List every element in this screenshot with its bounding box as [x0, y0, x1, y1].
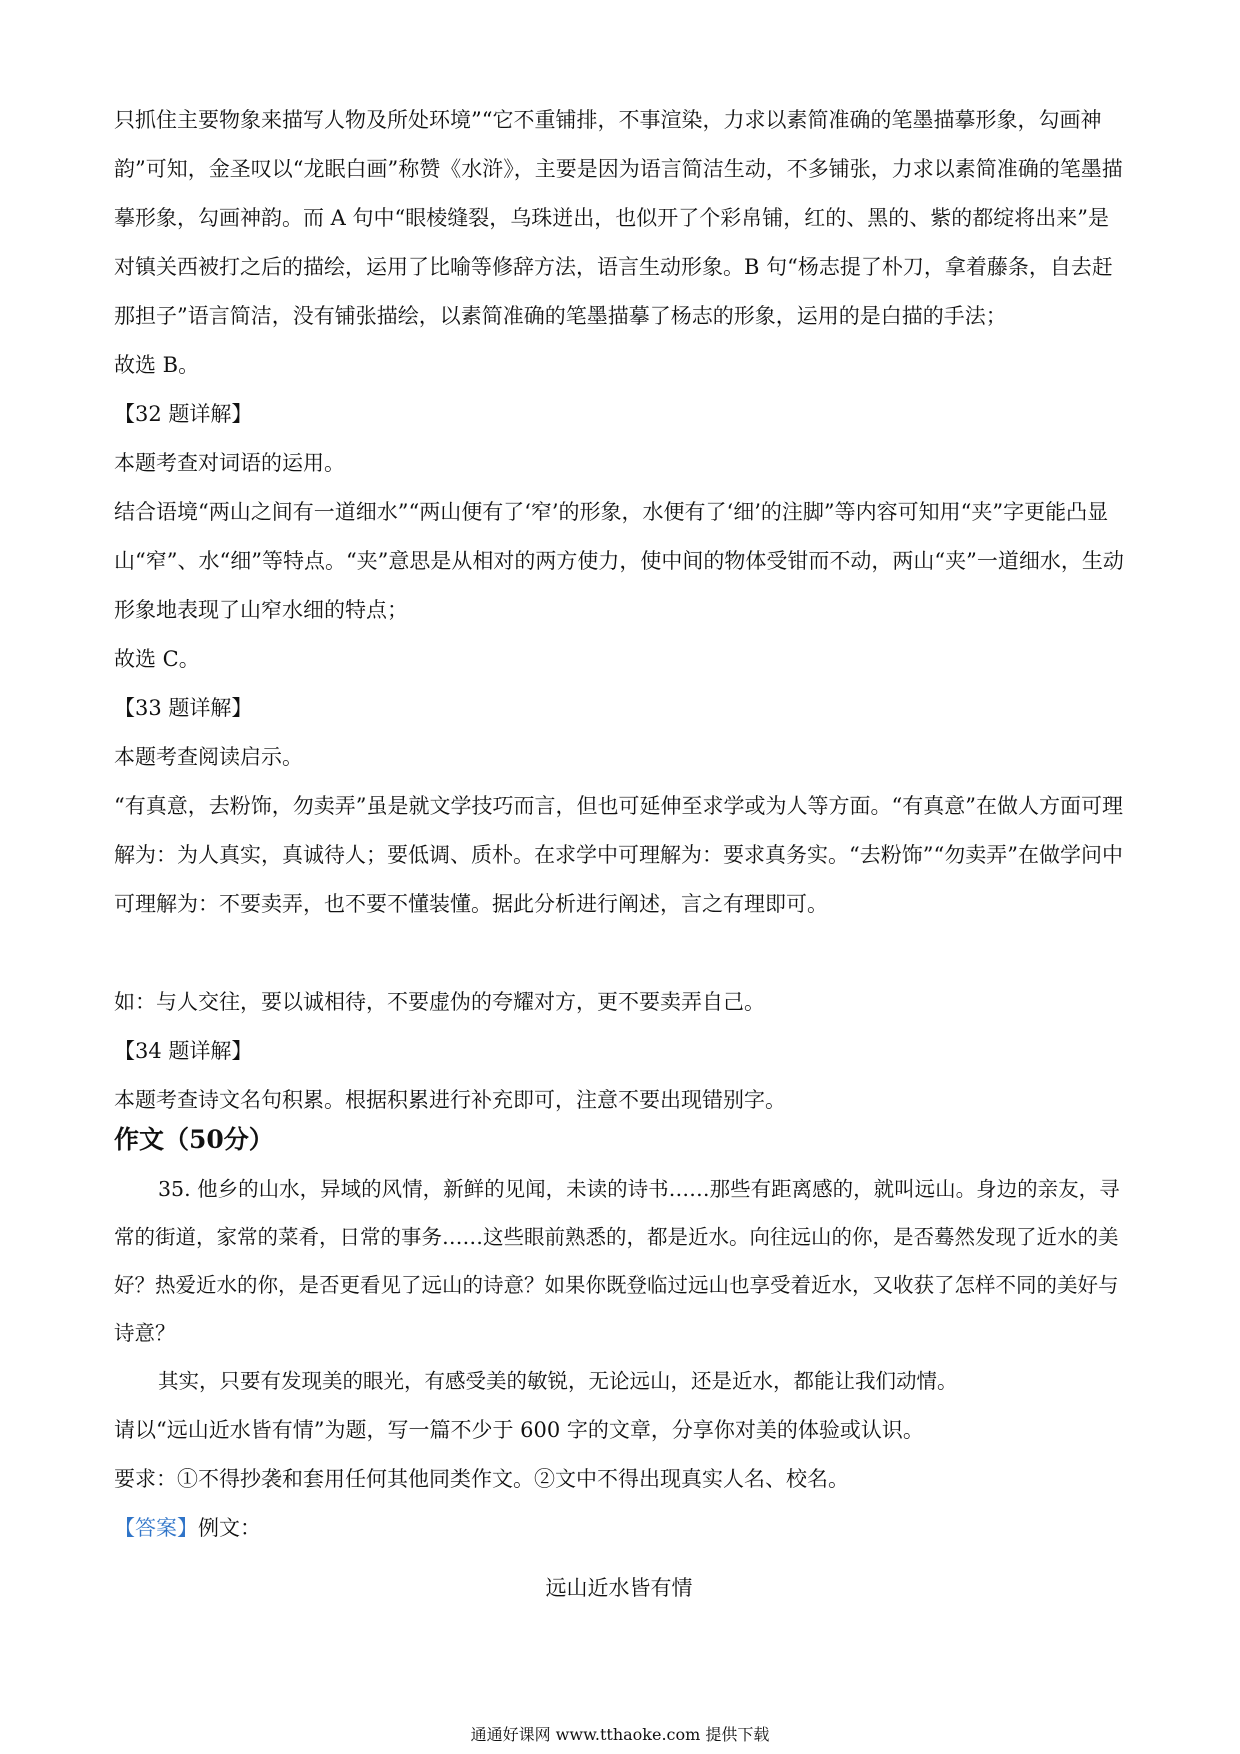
page-footer: 通通好课网 www.tthaoke.com 提供下载	[470, 1725, 770, 1744]
analysis-paragraph-31: 只抓住主要物象来描写人物及所处环境”“它不重铺排，不事渲染，力求以素简准确的笔墨描摹形象，勾画神韵”可知，金圣叹以“龙眠白画”称赞《水浒》，主要是因为语言简洁生动，不多铺张，力求以素简准确的笔墨描摹形象，勾画神韵。而 A 句中“眼棱缝裂，乌珠迸出，也似开了个彩帛铺，红的、黑的、紫的都绽将出来”是对镇关西被打之后的描绘，运用了比喻等修辞方法，语言生动形象。B 句“杨志提了朴刀，拿着藤条，自去赶那担子”语言简洁，没有铺张描绘，以素简准确的笔墨描摹了杨志的形象，运用的是白描的手法；	[114, 108, 1123, 328]
answer-label: 例文：	[198, 1516, 261, 1540]
question-33-line-1: 本题考查阅读启示。	[114, 745, 303, 769]
question-32-heading: 【32 题详解】	[114, 402, 253, 426]
question-33-paragraph: “有真意，去粉饰，勿卖弄”虽是就文学技巧而言，但也可延伸至求学或为人等方面。“有真意”在做人方面可理解为：为人真实，真诚待人；要低调、质朴。在求学中可理解为：要求真务实。“去粉饰”“勿卖弄”在做学问中可理解为：不要卖弄，也不要不懂装懂。据此分析进行阐述，言之有理即可。	[114, 794, 1123, 916]
essay-section-heading: 作文（50分）	[114, 1125, 274, 1154]
question-34-heading: 【34 题详解】	[114, 1039, 253, 1063]
question-33-heading: 【33 题详解】	[114, 696, 253, 720]
example-essay-title: 远山近水皆有情	[545, 1576, 693, 1600]
answer-31: 故选 B。	[114, 353, 200, 377]
essay-requirements: 要求：①不得抄袭和套用任何其他同类作文。②文中不得出现真实人名、校名。	[114, 1467, 849, 1491]
question-32-paragraph: 结合语境“两山之间有一道细水”“两山便有了‘窄’的形象，水便有了‘细’的注脚”等内容可知用“夹”字更能凸显山“窄”、水“细”等特点。“夹”意思是从相对的两方使力，使中间的物体受钳而不动，两山“夹”一道细水，生动形象地表现了山窄水细的特点；	[114, 500, 1124, 622]
question-33-example: 如：与人交往，要以诚相待，不要虚伪的夸耀对方，更不要卖弄自己。	[114, 990, 765, 1014]
essay-prompt-paragraph: 35. 他乡的山水，异域的风情，新鲜的见闻，未读的诗书……那些有距离感的，就叫远山。身边的亲友，寻常的街道，家常的菜肴，日常的事务……这些眼前熟悉的，都是近水。向往远山的你，是否蓦然发现了近水的美好？热爱近水的你，是否更看见了远山的诗意？如果你既登临过远山也享受着近水，又收获了怎样不同的美好与诗意？	[114, 1177, 1120, 1345]
essay-task: 请以“远山近水皆有情”为题，写一篇不少于 600 字的文章，分享你对美的体验或认识。	[114, 1418, 924, 1442]
question-34-line-1: 本题考查诗文名句积累。根据积累进行补充即可，注意不要出现错别字。	[114, 1088, 786, 1112]
answer-32: 故选 C。	[114, 647, 200, 671]
question-32-line-1: 本题考查对词语的运用。	[114, 451, 345, 475]
answer-line	[114, 1504, 1124, 1553]
essay-prompt-note: 其实，只要有发现美的眼光，有感受美的敏锐，无论远山，还是近水，都能让我们动情。	[158, 1369, 958, 1393]
answer-tag: 【答案】	[114, 1516, 198, 1540]
